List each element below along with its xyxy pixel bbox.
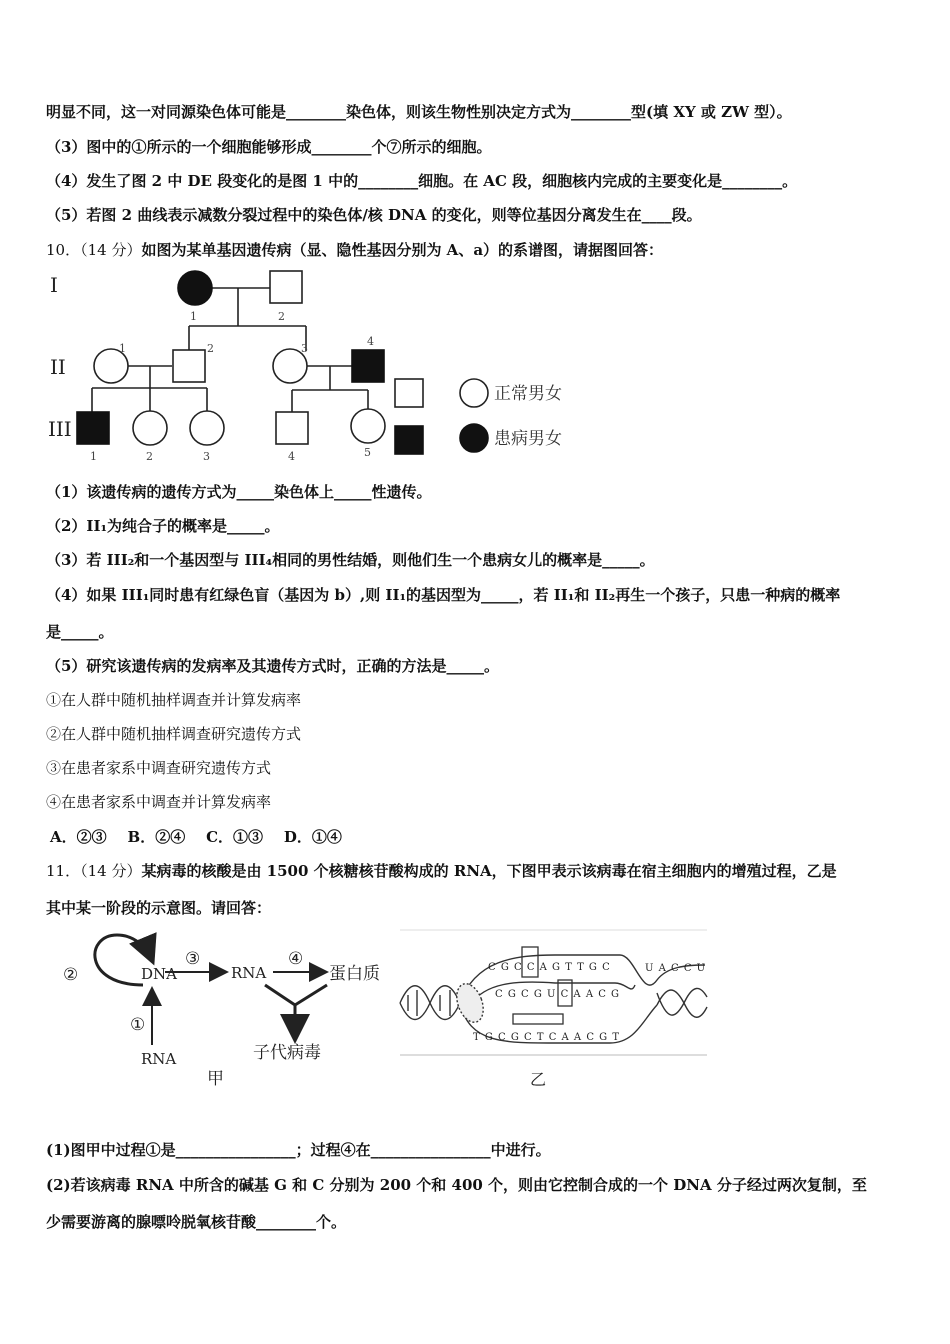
legend-affected-label: 患病男女 <box>494 429 562 449</box>
individual-III-2 <box>133 411 167 445</box>
top-strand-bases: C G C C A G T T G C <box>488 962 611 973</box>
q10-sub-3: （3）若 III₂和一个基因型与 III₄相同的男性结婚，则他们生一个患病女儿的概率是_____。 <box>46 551 655 569</box>
legend-normal-label: 正常男女 <box>494 384 562 404</box>
number-I-2: 2 <box>278 310 285 323</box>
label-circle-2: ② <box>63 965 79 985</box>
number-III-1: 1 <box>90 450 97 463</box>
generation-label-III: III <box>48 417 72 441</box>
pedigree-chart <box>44 266 604 466</box>
right-helix-strand-1 <box>657 990 707 1017</box>
option-1: ①在人群中随机抽样调查并计算发病率 <box>46 691 302 709</box>
right-helix-strand-2 <box>657 988 707 1015</box>
answer-choices: A．②③ B．②④ C．①③ D．①④ <box>50 828 342 846</box>
q10-sub-4a: （4）如果 III₁同时患有红绿色盲（基因为 b）,则 II₁的基因型为_____，若 II₁和 II₂再生一个孩子，只患一种病的概率 <box>46 586 841 604</box>
highlight-box-bottom <box>513 1014 563 1024</box>
number-III-2: 2 <box>146 450 153 463</box>
generation-label-II: II <box>50 355 66 379</box>
individual-III-3 <box>190 411 224 445</box>
figure-jia-flowchart <box>55 930 395 1090</box>
label-circle-1: ① <box>130 1015 146 1035</box>
question-10-number: 10．（14 分） <box>46 241 142 259</box>
generation-label-I: I <box>50 273 58 297</box>
left-helix-strand-2 <box>400 986 460 1020</box>
number-II-1: 1 <box>119 342 126 355</box>
individual-I-1 <box>178 271 212 305</box>
label-rna-bottom: RNA <box>141 1050 177 1068</box>
number-II-4: 4 <box>367 335 374 348</box>
rna-polymerase-oval <box>452 980 488 1026</box>
label-progeny-virus: 子代病毒 <box>253 1043 321 1063</box>
template-strand-bases: T G C G C T C A A C G T <box>473 1032 620 1043</box>
legend-affected-female-symbol <box>460 424 488 452</box>
question-11-number: 11．（14 分） <box>46 862 142 880</box>
individual-III-1 <box>77 412 109 444</box>
question-11-stem-2: 其中某一阶段的示意图。请回答： <box>46 899 272 917</box>
label-protein: 蛋白质 <box>329 964 380 984</box>
question-11-stem: 某病毒的核酸是由 1500 个核糖核苷酸构成的 RNA，下图甲表示该病毒在宿主细胞内的增殖过程，乙是 <box>141 862 837 880</box>
q11-sub-1: (1)图甲中过程①是________________；过程④在________________中进行。 <box>46 1141 551 1159</box>
option-3: ③在患者家系中调查研究遗传方式 <box>46 759 272 777</box>
q11-sub-2a: (2)若该病毒 RNA 中所含的碱基 G 和 C 分别为 200 个和 400 个，则由它控制合成的一个 DNA 分子经过两次复制，至 <box>46 1176 867 1194</box>
number-I-1: 1 <box>190 310 197 323</box>
legend-normal-male-symbol <box>395 379 423 407</box>
individual-II-2 <box>173 350 205 382</box>
q10-sub-2: （2）II₁为纯合子的概率是_____。 <box>46 517 280 535</box>
legend-normal-female-symbol <box>460 379 488 407</box>
option-2: ②在人群中随机抽样调查研究遗传方式 <box>46 725 302 743</box>
assembly-line-left <box>265 985 295 1005</box>
text-line-2: （3）图中的①所示的一个细胞能够形成________个⑦所示的细胞。 <box>46 138 492 156</box>
label-rna-middle: RNA <box>231 964 267 982</box>
text-line-1: 明显不同，这一对同源染色体可能是________染色体，则该生物性别决定方式为________型(填 XY 或 ZW 型）。 <box>46 103 792 121</box>
assembly-line-right <box>295 985 327 1005</box>
number-III-5: 5 <box>364 446 371 459</box>
label-circle-4: ④ <box>288 949 304 969</box>
caption-yi: 乙 <box>530 1070 547 1089</box>
q10-sub-1: （1）该遗传病的遗传方式为_____染色体上_____性遗传。 <box>46 483 432 501</box>
caption-jia: 甲 <box>207 1069 224 1089</box>
individual-II-4 <box>352 350 384 382</box>
text-line-3: （4）发生了图 2 中 DE 段变化的是图 1 中的________细胞。在 AC 段，细胞核内完成的主要变化是________。 <box>46 172 798 190</box>
option-4: ④在患者家系中调查并计算发病率 <box>46 793 272 811</box>
individual-III-4 <box>276 412 308 444</box>
rna-strand-bases: C G C G U C A A C G <box>495 989 621 1000</box>
number-III-4: 4 <box>288 450 295 463</box>
number-II-2: 2 <box>207 342 214 355</box>
figure-yi-transcription-diagram <box>395 925 715 1090</box>
text-line-4: （5）若图 2 曲线表示减数分裂过程中的染色体/核 DNA 的变化，则等位基因分离发生在____段。 <box>46 206 702 224</box>
label-circle-3: ③ <box>185 949 201 969</box>
question-10-stem: 如图为某单基因遗传病（显、隐性基因分别为 A、a）的系谱图，请据图回答： <box>141 241 664 259</box>
individual-III-5 <box>351 409 385 443</box>
number-III-3: 3 <box>203 450 210 463</box>
rna-tail-bases: U A C C U <box>645 963 707 974</box>
legend-affected-male-symbol <box>395 426 423 454</box>
number-II-3: 3 <box>301 342 308 355</box>
q10-sub-5: （5）研究该遗传病的发病率及其遗传方式时，正确的方法是_____。 <box>46 657 499 675</box>
label-dna: DNA <box>141 965 177 983</box>
question-10-heading <box>46 240 663 260</box>
question-11-heading <box>46 861 837 881</box>
q10-sub-4b: 是_____。 <box>46 623 114 641</box>
q11-sub-2b: 少需要游离的腺嘌呤脱氧核苷酸________个。 <box>46 1213 347 1231</box>
individual-I-2 <box>270 271 302 303</box>
